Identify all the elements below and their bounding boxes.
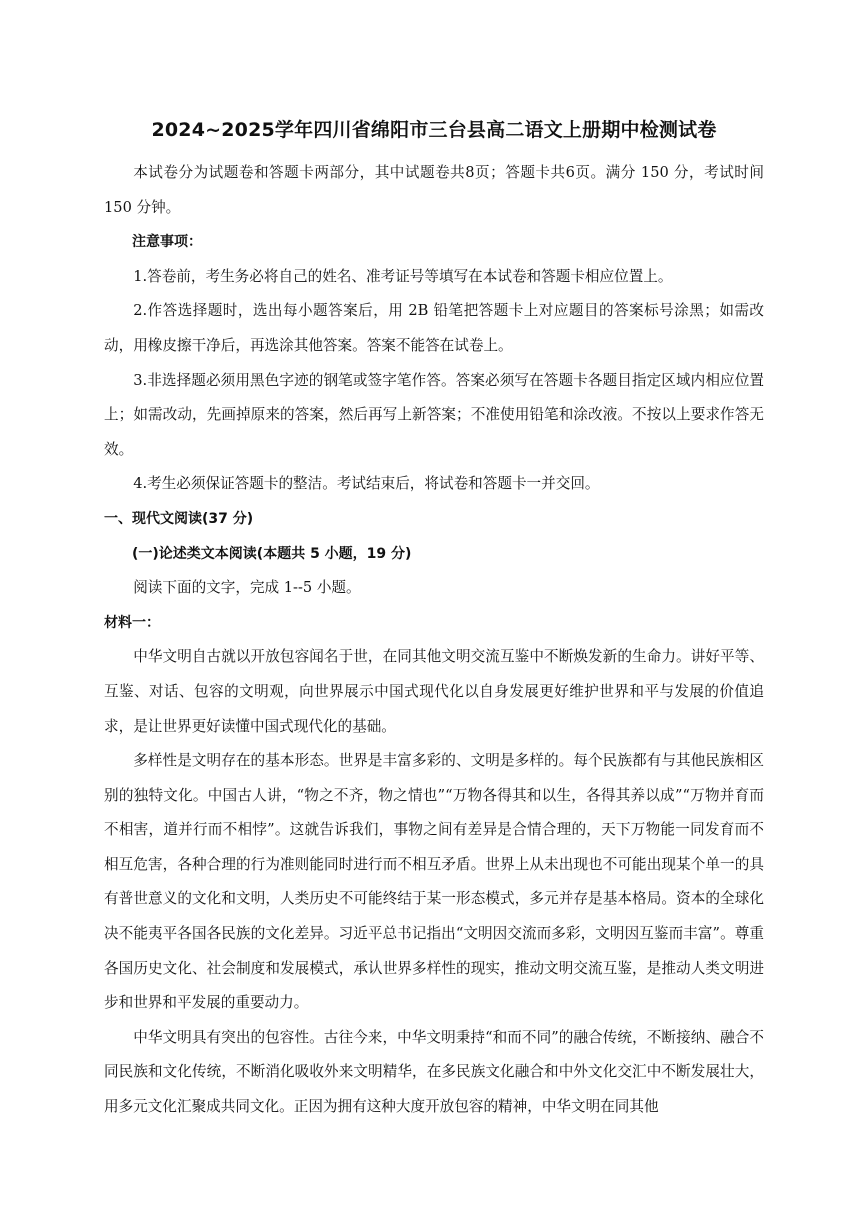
material-paragraph: 中华文明自古就以开放包容闻名于世，在同其他文明交流互鉴中不断焕发新的生命力。讲好平等、互鉴、对话、包容的文明观，向世界展示中国式现代化以自身发展更好维护世界和平与发展的价值追求，是让世界更好读懂中国式现代化的基础。 (104, 648, 764, 735)
notice-item-2: 2.作答选择题时，选出每小题答案后，用 2B 铅笔把答题卡上对应题目的答案标号涂黑；如需改动，用橡皮擦干净后，再选涂其他答案。答案不能答在试卷上。 (104, 302, 764, 354)
notice-item-1: 1.答卷前，考生务必将自己的姓名、准考证号等填写在本试卷和答题卡相应位置上。 (133, 267, 673, 285)
material-paragraph: 中华文明具有突出的包容性。古往今来，中华文明秉持“和而不同”的融合传统，不断接纳、融合不同民族和文化传统，不断消化吸收外来文明精华，在多民族文化融合和中外文化交汇中不断发展壮大，用多元文化汇聚成共同文化。正因为拥有这种大度开放包容的精神，中华文明在同其他 (104, 1028, 764, 1116)
exam-intro: 本试卷分为试题卷和答题卡两部分，其中试题卷共8页；答题卡共6页。满分 150 分，考试时间 150 分钟。 (104, 164, 764, 216)
material-label: 材料一： (104, 614, 160, 631)
section-heading: 一、现代文阅读(37 分) (104, 510, 254, 527)
notice-item-3: 3.非选择题必须用黑色字迹的钢笔或签字笔作答。答案必须写在答题卡各题目指定区域内相应位置上；如需改动，先画掉原来的答案，然后再写上新答案；不准使用铅笔和涂改液。不按以上要求作答无效。 (104, 371, 764, 458)
notice-heading: 注意事项： (132, 234, 202, 251)
material-paragraph: 多样性是文明存在的基本形态。世界是丰富多彩的、文明是多样的。每个民族都有与其他民族相区别的独特文化。中国古人讲，“物之不齐，物之情也”“万物各得其和以生，各得其养以成”“万物并育而不相害，道并行而不相悖”。这就告诉我们，事物之间有差异是合情合理的，天下万物能一同发育而不相互危害，各种合理的行为准则能同时进行而不相互矛盾。世界上从未出现也不可能出现某个单一的具有普世意义的文化和文明，人类历史不可能终结于某一形态模式，多元并存是基本格局。资本的全球化决不能夷平各国各民族的文化差异。习近平总书记指出“文明因交流而多彩，文明因互鉴而丰富”。尊重各国历史文化、社会制度和发展模式，承认世界多样性的现实，推动文明交流互鉴，是推动人类文明进步和世界和平发展的重要动力。 (104, 752, 764, 1012)
document-body (104, 112, 764, 1125)
page-title: 2024~2025学年四川省绵阳市三台县高二语文上册期中检测试卷 (151, 119, 717, 141)
subsection-heading: (一)论述类文本阅读(本题共 5 小题，19 分) (132, 545, 412, 562)
notice-item-4: 4.考生必须保证答题卡的整洁。考试结束后，将试卷和答题卡一并交回。 (133, 475, 600, 493)
reading-instruction: 阅读下面的文字，完成 1--5 小题。 (133, 579, 361, 597)
